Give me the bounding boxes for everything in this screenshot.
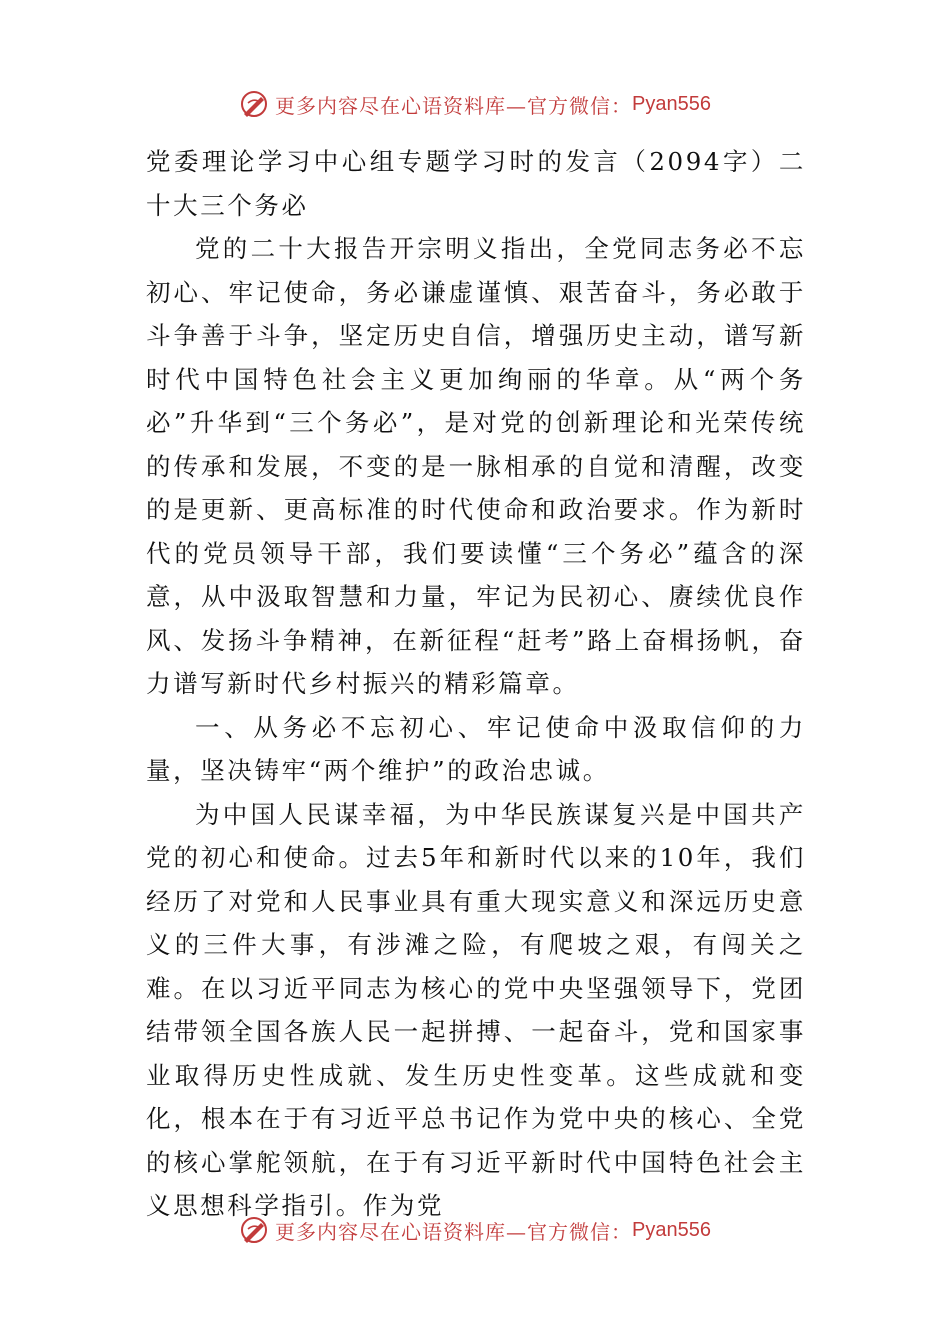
document-body (146, 140, 806, 1228)
paragraph-section-1: 为中国人民谋幸福，为中华民族谋复兴是中国共产党的初心和使命。过去5年和新时代以来的10年，我们经历了对党和人民事业具有重大现实意义和深远历史意义的三件大事，有涉滩之险，有爬坡之艰，有闯关之难。在以习近平同志为核心的党中央坚强领导下，党团结带领全国各族人民一起拼搏、一起奋斗，党和国家事业取得历史性成就、发生历史性变革。这些成就和变化，根本在于有习近平总书记作为党中央的核心、全党的核心掌舵领航，在于有习近平新时代中国特色社会主义思想科学指引。作为党 (146, 799, 806, 1220)
footer-watermark-text: 更多内容尽在心语资料库—官方微信： (275, 1219, 633, 1244)
section-heading-1: 一、从务必不忘初心、牢记使命中汲取信仰的力量，坚决铸牢“两个维护”的政治忠诚。 (146, 712, 806, 785)
pen-logo-icon (239, 1215, 269, 1245)
paragraph-intro: 党的二十大报告开宗明义指出，全党同志务必不忘初心、牢记使命，务必谦虚谨慎、艰苦奋斗，务必敢于斗争善于斗争，坚定历史自信，增强历史主动，谱写新时代中国特色社会主义更加绚丽的华章。从“两个务必”升华到“三个务必”，是对党的创新理论和光荣传统的传承和发展，不变的是一脉相承的自觉和清醒，改变的是更新、更高标准的时代使命和政治要求。作为新时代的党员领导干部，我们要读懂“三个务必”蕴含的深意，从中汲取智慧和力量，牢记为民初心、赓续优良作风、发扬斗争精神，在新征程“赶考”路上奋楫扬帆，奋力谱写新时代乡村振兴的精彩篇章。 (146, 234, 806, 698)
header-wechat-id: Pyan556 (632, 92, 711, 115)
pen-logo-icon (239, 89, 269, 119)
footer-watermark (0, 1210, 950, 1250)
header-watermark-text: 更多内容尽在心语资料库—官方微信： (275, 93, 633, 118)
footer-wechat-id: Pyan556 (632, 1218, 711, 1241)
document-title: 党委理论学习中心组专题学习时的发言（2094字）二十大三个务必 (146, 147, 806, 220)
header-watermark (0, 84, 950, 124)
